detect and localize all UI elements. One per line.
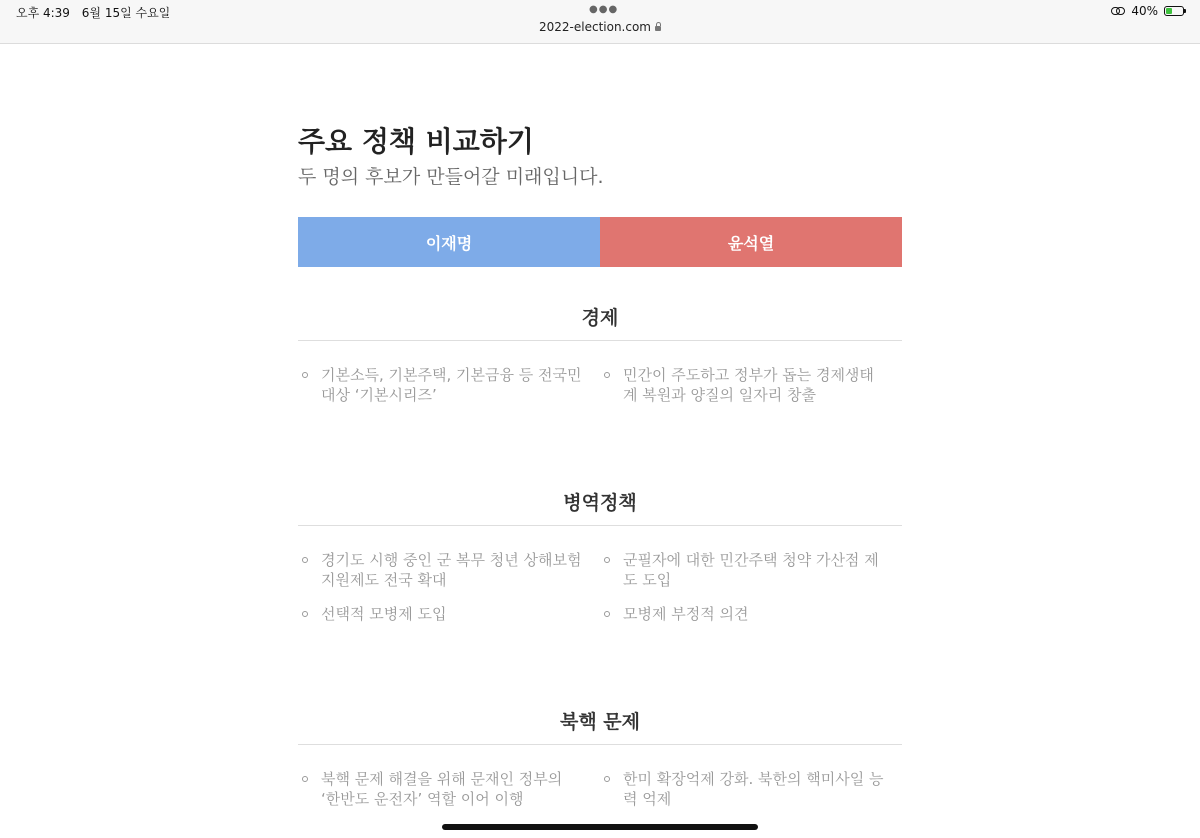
home-indicator[interactable] (442, 824, 758, 830)
url-text: 2022-election.com (539, 20, 651, 34)
right-column (600, 550, 902, 638)
section-title: 병역정책 (298, 481, 902, 526)
section-body (298, 526, 902, 638)
status-datetime (16, 4, 178, 21)
status-date: 6월 15일 수요일 (81, 6, 171, 20)
section-title: 북핵 문제 (298, 700, 902, 745)
address-bar[interactable] (0, 20, 1200, 34)
list-item: 선택적 모병제 도입 (302, 604, 584, 624)
candidate-tabs (298, 217, 902, 267)
status-bar (0, 0, 1200, 44)
link-icon (1111, 7, 1125, 15)
list-item: 모병제 부정적 의견 (604, 604, 886, 624)
section-body (298, 341, 902, 419)
section-title: 경제 (298, 296, 902, 341)
left-column (298, 365, 600, 419)
right-column (600, 769, 902, 823)
tab-lee-jae-myung[interactable]: 이재명 (298, 217, 600, 267)
multitasking-dots-icon[interactable]: ●●● (589, 4, 619, 15)
right-column (600, 365, 902, 419)
status-time: 오후 4:39 (16, 6, 70, 20)
list-item: 한미 확장억제 강화. 북한의 핵미사일 능력 억제 (604, 769, 886, 809)
section-economy (298, 296, 902, 419)
list-item: 기본소득, 기본주택, 기본금융 등 전국민 대상 ‘기본시리즈’ (302, 365, 584, 405)
tab-yoon-suk-yeol[interactable]: 윤석열 (600, 217, 902, 267)
section-north-korea-nuclear (298, 700, 902, 823)
section-military (298, 481, 902, 638)
page-title: 주요 정책 비교하기 (298, 125, 534, 158)
list-item: 군필자에 대한 민간주택 청약 가산점 제도 도입 (604, 550, 886, 590)
battery-percent: 40% (1131, 4, 1158, 18)
list-item: 민간이 주도하고 정부가 돕는 경제생태계 복원과 양질의 일자리 창출 (604, 365, 886, 405)
status-indicators (1111, 4, 1184, 18)
battery-icon (1164, 6, 1184, 16)
list-item: 경기도 시행 중인 군 복무 청년 상해보험 지원제도 전국 확대 (302, 550, 584, 590)
left-column (298, 769, 600, 823)
left-column (298, 550, 600, 638)
page-subtitle: 두 명의 후보가 만들어갈 미래입니다. (298, 166, 604, 188)
list-item: 북핵 문제 해결을 위해 문재인 정부의 ‘한반도 운전자’ 역할 이어 이행 (302, 769, 584, 809)
battery-fill (1166, 8, 1172, 14)
section-body (298, 745, 902, 823)
lock-icon (655, 26, 661, 31)
